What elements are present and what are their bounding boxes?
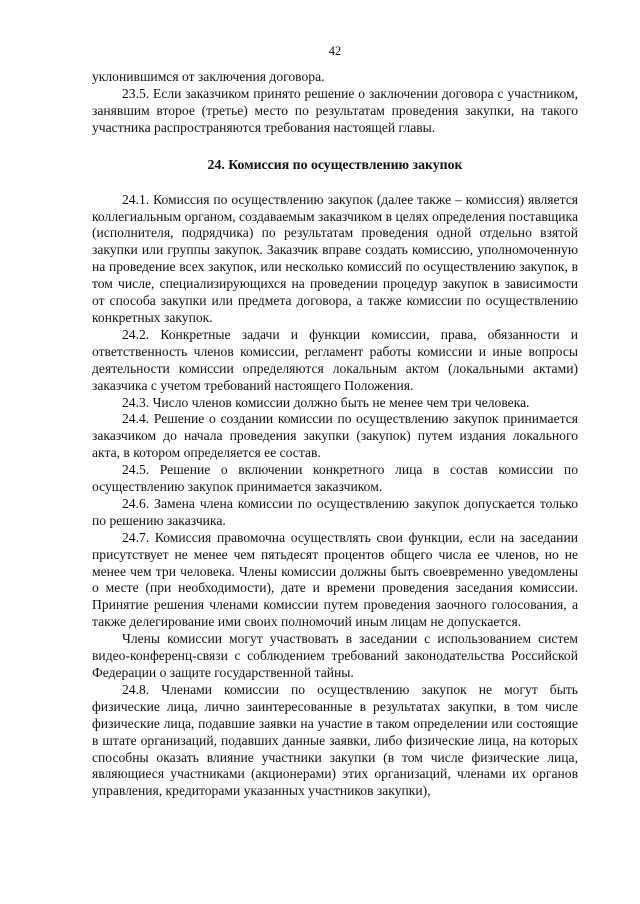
paragraph-24-7: 24.7. Комиссия правомочна осуществлять свои функции, если на заседании присутствует не менее чем пятьдесят процентов общего числа ее членов, но не менее чем три человека. Члены комиссии должны быть своевременно уведомлены о месте (при необходимости), дате и времени проведения заседания комиссии. Принятие решения членами комиссии путем проведения заочного голосования, а также делегирование ими своих полномочий иным лицам не допускается. xyxy=(92,529,578,630)
paragraph-24-5: 24.5. Решение о включении конкретного лица в состав комиссии по осуществлению закупок принимается заказчиком. xyxy=(92,462,578,495)
paragraph-24-4: 24.4. Решение о создании комиссии по осуществлению закупок принимается заказчиком до начала проведения закупки (закупок) путем издания локального акта, в котором определяется ее состав. xyxy=(92,411,578,461)
section-heading: 24. Комиссия по осуществлению закупок xyxy=(207,156,463,172)
page-number: 42 xyxy=(328,44,342,58)
paragraph-23-5: 23.5. Если заказчиком принято решение о заключении договора с участником, занявшим второе (третье) место по результатам проведения закупки, на такого участника распространяются требования настоящей главы. xyxy=(92,85,578,135)
paragraph-24-7-video: Члены комиссии могут участвовать в заседании с использованием систем видео-конференц-связи с соблюдением требований законодательства Российской Федерации о защите государственной тайны. xyxy=(92,631,578,680)
paragraph-24-3: 24.3. Число членов комиссии должно быть не менее чем три человека. xyxy=(122,394,530,410)
paragraph-24-2: 24.2. Конкретные задачи и функции комиссии, права, обязанности и ответственность членов комиссии, регламент работы комиссии и иные вопросы деятельности комиссии определяются локальным актом (локальными актами) заказчика с учетом требований настоящего Положения. xyxy=(92,326,578,393)
paragraph-24-1: 24.1. Комиссия по осуществлению закупок (далее также – комиссия) является коллегиальным органом, создаваемым заказчиком в целях определения поставщика (исполнителя, подрядчика) по результатам проведения одной отдельно взятой закупки или группы закупок. Заказчик вправе создать комиссию, уполномоченную на проведение всех закупок, или несколько комиссий по осуществлению закупок, в том числе, специализирующихся на проведении процедур закупок в зависимости от способа закупки или предмета договора, а также комиссии по осуществлению конкретных закупок. xyxy=(92,191,578,325)
continuation-text: уклонившимся от заключения договора. xyxy=(92,69,325,84)
paragraph-24-8: 24.8. Членами комиссии по осуществлению закупок не могут быть физические лица, лично заинтересованные в результатах закупки, в том числе физические лица, подавшие заявки на участие в таком определении или состоящие в штате организаций, подавших данные заявки, либо физические лица, на которых способны оказать влияние участники закупки (в том числе физические лица, являющиеся участниками (акционерами) этих организаций, членами их органов управления, кредиторами указанных участников закупки), xyxy=(92,681,578,799)
paragraph-24-6: 24.6. Замена члена комиссии по осуществлению закупок допускается только по решению заказчика. xyxy=(92,495,578,528)
